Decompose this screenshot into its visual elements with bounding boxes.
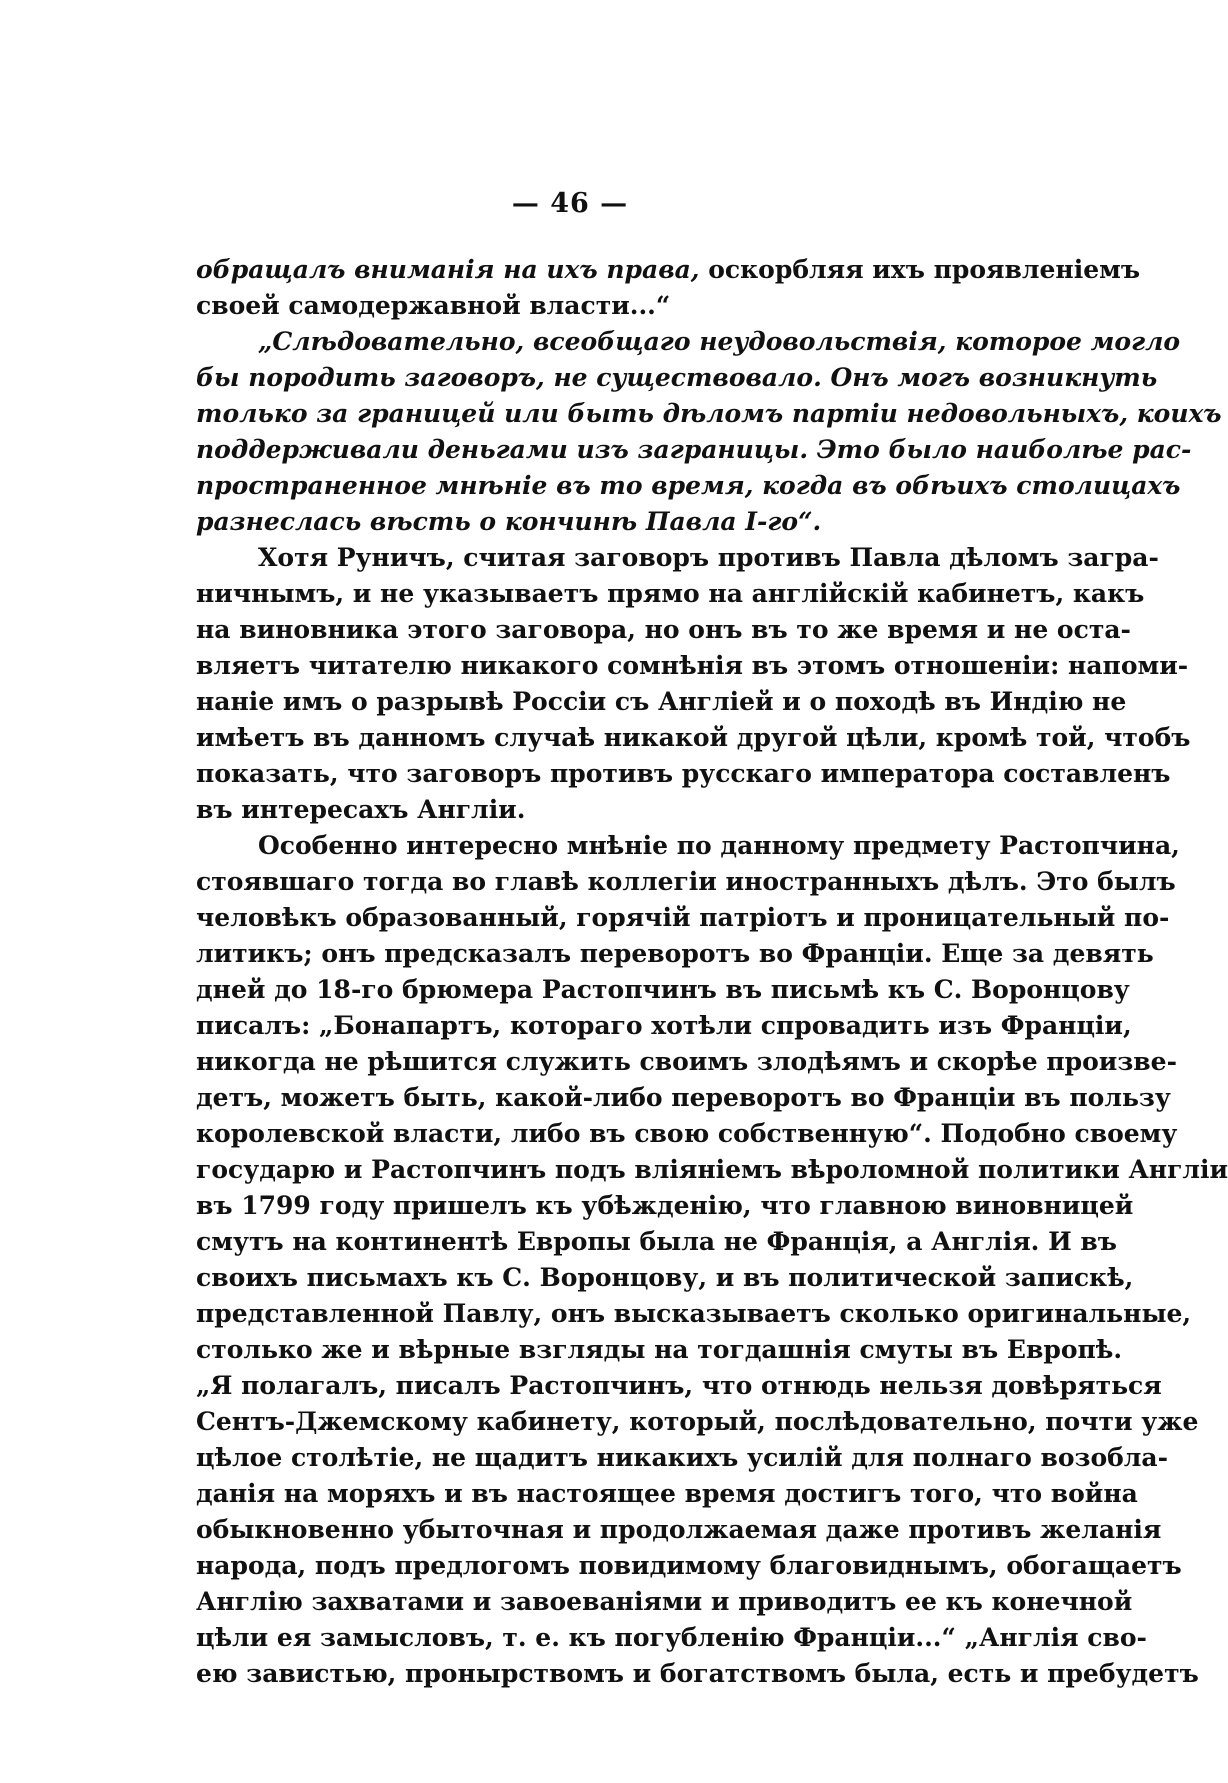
- text-line: представленной Павлу, онъ высказываетъ сколько оригинальные,: [196, 1299, 1192, 1328]
- text-line: дней до 18-го брюмера Растопчинъ въ письмѣ къ С. Воронцову: [196, 975, 1130, 1004]
- text-line: показать, что заговоръ противъ русскаго императора составленъ: [196, 759, 1171, 788]
- text-line: [196, 252, 1141, 288]
- text-line: только за границей или быть дѣломъ партіи недовольныхъ, коихъ: [196, 399, 1222, 428]
- text-line: королевской власти, либо въ свою собственную“. Подобно своему: [196, 1119, 1178, 1148]
- text-line: „Я полагалъ, писалъ Растопчинъ, что отнюдь нельзя довѣряться: [196, 1371, 1162, 1400]
- text-line: бы породить заговоръ, не существовало. Онъ могъ возникнуть: [196, 363, 1158, 392]
- text-line: цѣли ея замысловъ, т. е. къ погубленію Франціи...“ „Англія сво-: [196, 1623, 1147, 1652]
- text-line: цѣлое столѣтіе, не щадитъ никакихъ усилій для полнаго возобла-: [196, 1443, 1169, 1472]
- text-line: на виновника этого заговора, но онъ въ то же время и не оста-: [196, 615, 1131, 644]
- text-line: данія на моряхъ и въ настоящее время достигъ того, что война: [196, 1479, 1138, 1508]
- text-line: своихъ письмахъ къ С. Воронцову, и въ политической запискѣ,: [196, 1263, 1134, 1292]
- text-line: Хотя Руничъ, считая заговоръ противъ Павла дѣломъ загра-: [258, 543, 1159, 572]
- text-line: стоявшаго тогда во главѣ коллегіи иностранныхъ дѣлъ. Это былъ: [196, 867, 1176, 896]
- text-line: въ интересахъ Англіи.: [196, 795, 526, 824]
- text-line: никогда не рѣшится служить своимъ злодѣямъ и скорѣе произве-: [196, 1047, 1177, 1076]
- text-line: столько же и вѣрные взгляды на тогдашнія смуты въ Европѣ.: [196, 1335, 1123, 1364]
- text-line: смутъ на континентѣ Европы была не Франція, а Англія. И въ: [196, 1227, 1117, 1256]
- text-line: Англію захватами и завоеваніями и приводитъ ее къ конечной: [196, 1587, 1133, 1616]
- text-line: детъ, можетъ быть, какой-либо переворотъ во Франціи въ пользу: [196, 1083, 1171, 1112]
- text-line: обыкновенно убыточная и продолжаемая даже противъ желанія: [196, 1515, 1162, 1544]
- text-line: вляетъ читателю никакого сомнѣнія въ этомъ отношеніи: напоми-: [196, 651, 1189, 680]
- text-run: оскорбляя ихъ проявленіемъ: [699, 255, 1141, 284]
- text-line: государю и Растопчинъ подъ вліяніемъ вѣроломной политики Англіи: [196, 1155, 1228, 1184]
- text-line: наніе имъ о разрывѣ Россіи съ Англіей и о походѣ въ Индію не: [196, 687, 1127, 716]
- text-line: человѣкъ образованный, горячій патріотъ и проницательный по-: [196, 903, 1170, 932]
- text-line: литикъ; онъ предсказалъ переворотъ во Франціи. Еще за девять: [196, 939, 1154, 968]
- italic-run: обращалъ вниманія на ихъ права,: [196, 255, 700, 284]
- text-line: разнеслась вѣсть о кончинѣ Павла I-го“.: [196, 507, 822, 536]
- text-line: ничнымъ, и не указываетъ прямо на англійскій кабинетъ, какъ: [196, 579, 1145, 608]
- text-line: въ 1799 году пришелъ къ убѣжденію, что главною виновницей: [196, 1191, 1134, 1220]
- text-line: Особенно интересно мнѣніе по данному предмету Растопчина,: [258, 831, 1180, 860]
- body-text: [196, 252, 1228, 1692]
- text-line: своей самодержавной власти...“: [196, 291, 671, 320]
- text-line: Сентъ-Джемскому кабинету, который, послѣдовательно, почти уже: [196, 1407, 1199, 1436]
- text-line: имѣетъ въ данномъ случаѣ никакой другой цѣли, кромѣ той, чтобъ: [196, 723, 1191, 752]
- text-line: „Слѣдовательно, всеобщаго неудовольствія, которое могло: [258, 327, 1181, 356]
- page-number: — 46 —: [511, 188, 629, 219]
- text-line: писалъ: „Бонапартъ, котораго хотѣли спровадить изъ Франціи,: [196, 1011, 1132, 1040]
- text-line: ею завистью, пронырствомъ и богатствомъ была, есть и пребудетъ: [196, 1659, 1199, 1688]
- text-line: пространенное мнѣніе въ то время, когда въ обѣихъ столицахъ: [196, 471, 1181, 500]
- text-line: поддерживали деньгами изъ заграницы. Это было наиболѣе рас-: [196, 435, 1192, 464]
- text-line: народа, подъ предлогомъ повидимому благовиднымъ, обогащаетъ: [196, 1551, 1182, 1580]
